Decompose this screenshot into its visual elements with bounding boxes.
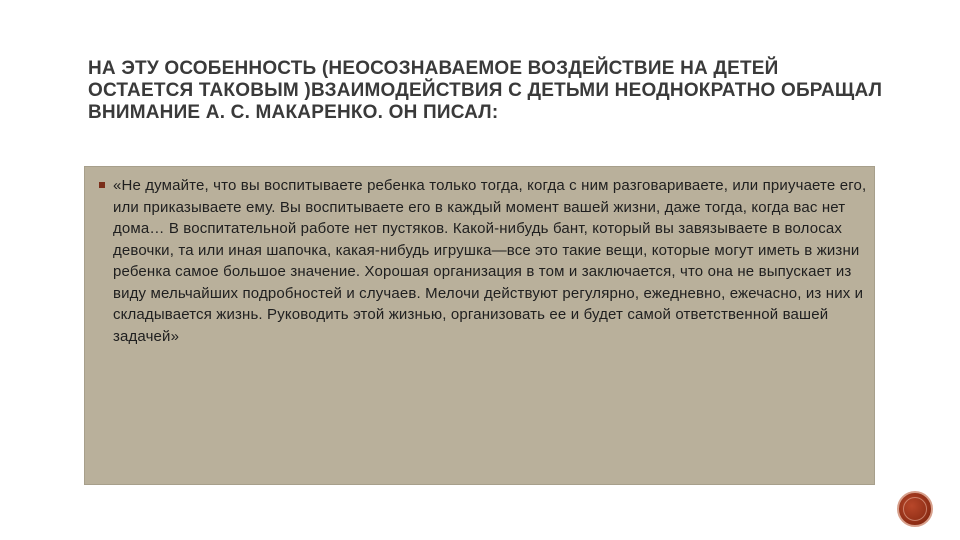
page-number-badge: [897, 491, 933, 527]
content-box: [84, 166, 875, 485]
quote-text: «Не думайте, что вы воспитываете ребенка только тогда, когда с ним разговариваете, или приучаете его, или приказываете ему. Вы воспитываете его в каждый момент вашей жизни, даже тогда, когда вас нет дома… В воспитательной работе нет пустяков. Какой-нибудь бант, который вы завязываете в волосах девочки, та или иная шапочка, какая-нибудь игрушка—все это такие вещи, которые могут иметь в жизни ребенка самое большое значение. Хорошая организация в том и заключается, что она не выпускает из виду мельчайших подробностей и случаев. Мелочи действуют регулярно, ежедневно, ежечасно, из них и складывается жизнь. Руководить этой жизнью, организовать ее и будет самой ответственной вашей задачей»: [113, 177, 867, 345]
square-bullet-icon: [99, 182, 105, 188]
slide-title: НА ЭТУ ОСОБЕННОСТЬ (НЕОСОЗНАВАЕМОЕ ВОЗДЕЙСТВИЕ НА ДЕТЕЙ ОСТАЕТСЯ ТАКОВЫМ )ВЗАИМОДЕЙСТВИЯ С ДЕТЬМИ НЕОДНОКРАТНО ОБРАЩАЛ ВНИМАНИЕ А. С. МАКАРЕНКО. ОН ПИСАЛ:: [88, 58, 883, 123]
badge-ring-icon: [903, 497, 927, 521]
bullet-item: [99, 175, 867, 347]
